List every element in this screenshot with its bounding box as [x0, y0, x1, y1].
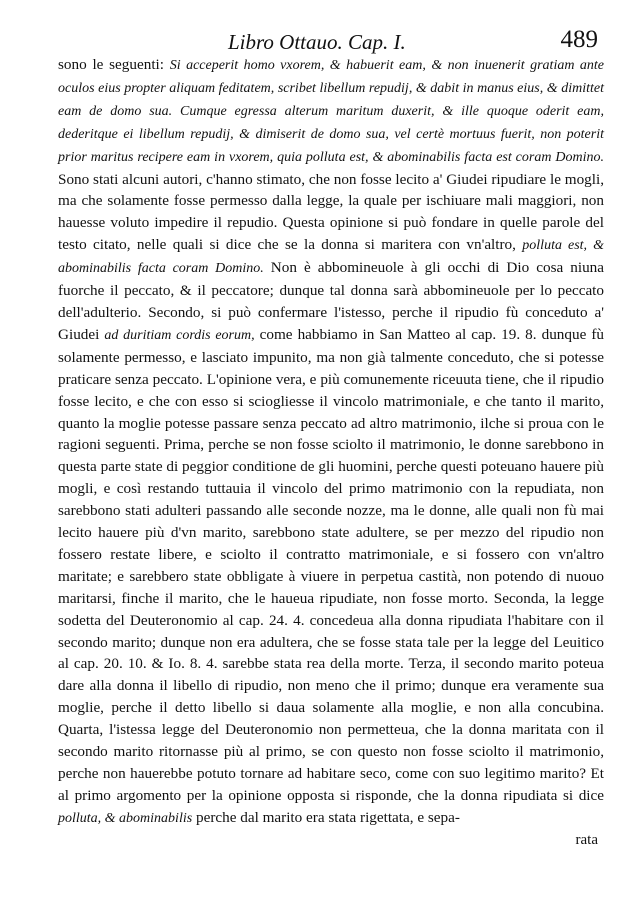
text-segment: come habbiamo in San Matteo al cap. 19. 8. dunque fù solamente permesso, e lasciato impunito, ma non già talmente conceduto, che si potesse praticare senza peccato. L'opinione vera, e più comunemente riceuuta tiene, che il ripudio fosse lecito, e che con esso si sciogliesse il vincolo matrimoniale, e che tanto il marito, quanto la moglie potesse passare senza peccato ad altro matrimonio, ilche si proua con le ragioni seguenti. Prima, perche se non fosse sciolto il matrimonio, le donne sarebbono in questa parte state di peggior conditione de gli huomini, perche questi poteuano hauere più mogli, e così restando tuttauia il vincolo del primo matrimonio con la repudiata, non sarebbono stati adulteri passando alle seconde nozze, ma le donne, alle quali non fù mai lecito hauere più d'vn marito, sarebbono state adultere, se per mezzo del ripudio non fossero restate libere, e sciolto il contratto matrimoniale, e si fossero con vn'altro maritate; e sarebbero state obbligate à viuere in perpetua castità, non potendo di nuouo maritarsi, finche il marito, che le haueua ripudiate, non fosse morto. Seconda, la legge sodetta del Deuteronomio al cap. 24. 4. concedeua alla donna ripudiata l'habitare con il secondo marito; dunque non era adultera, che se fosse stata tale per la legge del Leuitico al cap. 20. 10. & Io. 8. 4. sarebbe stata rea della morte. Terza, il secondo marito poteua dare alla donna il libello di ripudio, non meno che il primo; dunque era veramente sua moglie, perche il detto libello si daua solamente alla moglie, e non alla concubina. Quarta, l'istessa legge del Deuteronomio non permetteua, che la donna maritata con il secondo marito ritornasse più al primo, se con questo non fosse sciolto il matrimonio, perche non hauerebbe potuto tornare ad habitare seco, come con suo legitimo marito? Et al primo argomento per la opinione opposta si risponde, che la donna ripudiata si dice [58, 325, 605, 804]
body-text [58, 54, 604, 830]
latin-quotation: polluta, & abominabilis [58, 810, 193, 826]
latin-quotation: polluta est, & abominabilis facta coram Domino. [58, 238, 604, 277]
main-paragraph [58, 54, 604, 830]
latin-quotation: Si acceperit homo vxorem, & habuerit eam, & non inuenerit gratiam ante oculos eius propter aliquam feditatem, scribet libellum repudij, & dabit in manus eius, & dimittet eam de domo sua. Cumque egressa alterum maritum duxerit, & ille quoque oderit eam, dederitque ei libellum repudij, & dimiserit de domo sua, vel certè mortuus fuerit, non poterit prior maritus recipere eam in vxorem, quia polluta est, & abominabilis facta est coram Domino. [58, 58, 605, 165]
text-segment: Sono stati alcuni autori, c'hanno stimato, che non fosse lecito a' Giudei ripudiare le mogli, ma che solamente fosse permesso dalla legge, la quale per ischiuare mali maggiori, non hauesse voluto impedire il repudio. Questa opinione si può fondare in quelle parole del testo citato, nelle quali si dice che se la donna si maritera con vn'altro, [58, 170, 604, 254]
running-head: Libro Ottauo. Cap. I. [228, 30, 406, 54]
text-segment: sono le seguenti: [58, 56, 170, 73]
text-segment: perche dal marito era stata rigettata, e sepa- [192, 808, 460, 826]
page-header [58, 18, 604, 52]
text-segment: Non è abbomineuole à gli occhi di Dio cosa niuna fuorche il peccato, & il peccatore; dunque tal donna sarà abbomineuole per lo peccato dell'adulterio. Secondo, si può confermare l'istesso, perche il ripudio fù conceduto a' Giudei [58, 259, 604, 343]
catchword: rata [575, 831, 598, 848]
page-number: 489 [560, 26, 598, 53]
latin-quotation: ad duritiam cordis eorum, [104, 327, 255, 343]
